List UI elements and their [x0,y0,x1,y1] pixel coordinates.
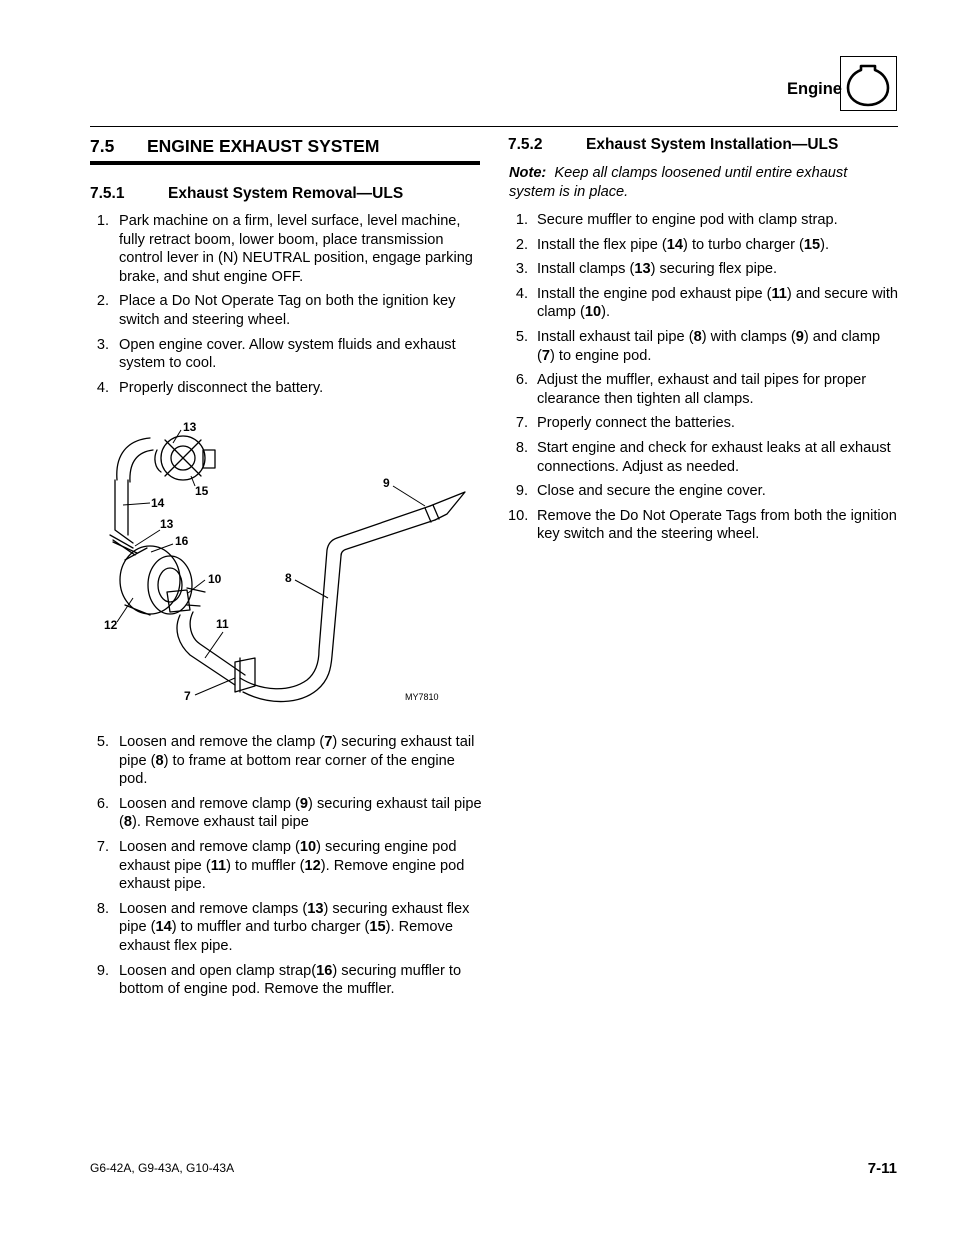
step-text: Adjust the muffler, exhaust and tail pipes for proper clearance then tighten all clamps. [537,372,867,407]
list-item [508,328,900,365]
section-number: 7.5 [90,136,115,156]
list-item [90,733,482,789]
installation-heading [508,136,898,156]
section-heading-rule [90,161,480,165]
list-item [90,962,482,999]
list-item [508,285,900,322]
callout-13b: 13 [160,517,174,531]
list-item [90,336,482,373]
tail-pipe-edge [243,520,435,702]
running-header-section: Engine [786,80,842,98]
step-number: 1. [96,213,109,229]
tail-pipe [240,506,430,689]
callout-8: 8 [285,571,292,585]
step-text: Loosen and remove clamp (10) securing engine pod exhaust pipe (11) to muffler (12). Remove engine pod exhaust pipe. [119,838,465,893]
exhaust-diagram [95,410,485,715]
callout-14: 14 [151,496,165,510]
step-text: Install the flex pipe (14) to turbo charger (15). [537,236,830,253]
step-text: Place a Do Not Operate Tag on both the ignition key switch and steering wheel. [119,293,456,328]
step-number: 7. [96,838,109,855]
list-item [508,482,900,501]
removal-steps-part-2 [90,733,482,1005]
callout-9: 9 [383,476,390,490]
step-text: Open engine cover. Allow system fluids and exhaust system to cool. [119,336,456,372]
header-rule [90,126,898,127]
figure-id: MY7810 [405,692,439,702]
page-number: 7-11 [867,1160,897,1177]
list-item [90,212,482,286]
callout-15: 15 [195,484,209,498]
step-number: 7. [515,415,528,432]
installation-number: 7.5.2 [508,136,543,153]
removal-steps-part-1 [90,212,482,403]
step-text: Park machine on a firm, level surface, level machine, fully retract boom, lower boom, place transmission control lever in (N) NEUTRAL position, engage parking brake, and shut engine OFF. [119,213,473,285]
list-item [508,507,900,544]
step-number: 1. [515,212,528,228]
step-number: 6. [96,795,109,812]
step-text: Start engine and check for exhaust leaks at all exhaust connections. Adjust as needed. [537,439,891,475]
step-text: Install clamps (13) securing flex pipe. [537,261,778,278]
section-title: ENGINE EXHAUST SYSTEM [147,136,380,156]
flex-pipe-bend [117,438,153,482]
section-heading [90,136,480,158]
list-item [508,371,900,408]
step-number: 9. [96,962,109,979]
list-item [508,439,900,476]
step-text: Loosen and open clamp strap(16) securing muffler to bottom of engine pod. Remove the muffler. [119,962,462,998]
step-number: 4. [96,379,109,396]
callout-12: 12 [104,618,118,632]
callout-10: 10 [208,572,222,586]
list-item [90,292,482,329]
list-item [508,236,900,255]
step-text: Install exhaust tail pipe (8) with clamps (9) and clamp (7) to engine pod. [537,328,881,364]
removal-heading [90,185,480,205]
list-item [90,838,482,894]
list-item [508,414,900,433]
footer-models: G6-42A, G9-43A, G10-43A [90,1161,235,1175]
step-text: Loosen and remove the clamp (7) securing exhaust tail pipe (8) to frame at bottom rear corner of the engine pod. [119,734,475,788]
removal-title: Exhaust System Removal—ULS [168,185,404,202]
list-item [90,900,482,956]
removal-number: 7.5.1 [90,185,125,202]
note-text: Keep all clamps loosened until entire exhaust system is in place. [509,165,848,200]
step-text: Loosen and remove clamps (13) securing exhaust flex pipe (14) to muffler and turbo charger (15). Remove exhaust flex pipe. [119,900,470,954]
exhaust-system-figure [95,410,485,715]
step-number: 10. [508,507,529,524]
step-text: Close and secure the engine cover. [537,483,766,500]
callout-13a: 13 [183,420,197,434]
step-number: 2. [96,293,109,310]
callout-16: 16 [175,534,189,548]
callout-11: 11 [216,617,229,631]
step-text: Properly disconnect the battery. [119,379,324,396]
step-number: 6. [515,372,528,389]
step-text: Properly connect the batteries. [537,415,735,432]
step-number: 2. [515,236,528,253]
step-number: 5. [96,734,109,750]
list-item [90,795,482,832]
callout-7: 7 [184,689,191,703]
list-item [90,379,482,398]
note-label: Note: [509,165,547,181]
step-text: Loosen and remove clamp (9) securing exhaust tail pipe (8). Remove exhaust tail pipe [119,795,482,831]
step-text: Remove the Do Not Operate Tags from both the ignition key switch and the steering wheel. [537,507,897,543]
tail-pipe-tip [430,492,465,520]
list-item [508,260,900,279]
step-number: 4. [515,285,528,302]
installation-title: Exhaust System Installation—ULS [586,136,839,153]
step-number: 9. [515,483,528,500]
installation-note [509,164,894,202]
step-text: Install the engine pod exhaust pipe (11) and secure with clamp (10). [537,285,899,321]
step-number: 8. [96,900,109,917]
step-number: 5. [515,328,528,345]
step-number: 3. [96,336,109,353]
step-number: 3. [515,261,528,278]
list-item [508,211,900,230]
step-number: 8. [515,439,528,456]
installation-steps [508,211,900,550]
step-text: Secure muffler to engine pod with clamp strap. [537,212,838,228]
engine-icon [840,56,897,111]
clamp-10 [167,590,190,612]
